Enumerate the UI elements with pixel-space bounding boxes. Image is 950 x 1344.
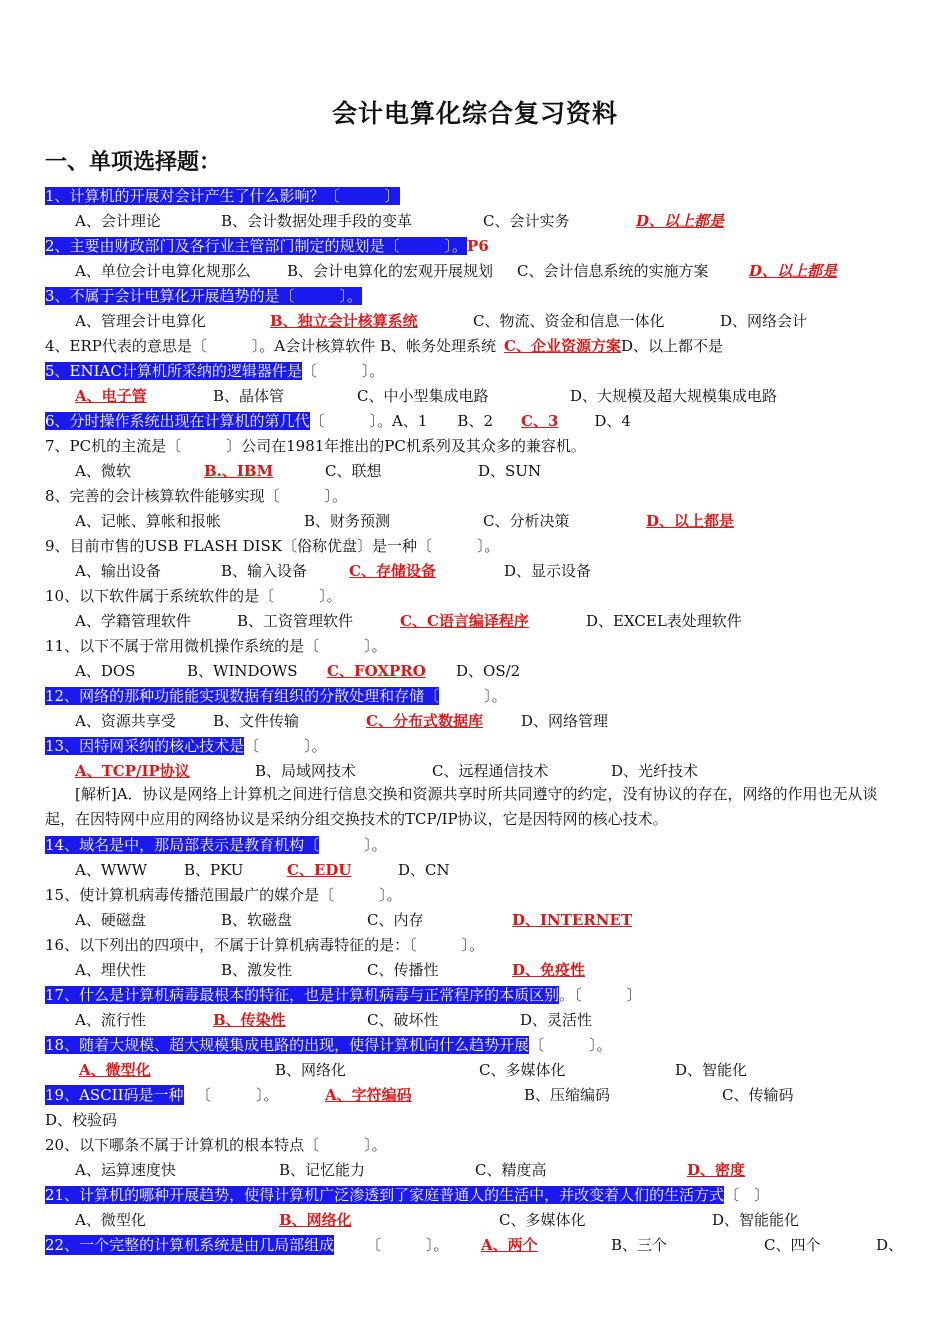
question-text: 14、域名是中，那局部表示是教育机构〔	[45, 836, 320, 854]
question-text: 19、ASCII码是一种	[45, 1086, 184, 1104]
question-text: 17、什么是计算机病毒最根本的特征，也是计算机病毒与正常程序的本质区别	[45, 986, 560, 1004]
question-text: 8、完善的会计核算软件能够实现〔 〕。	[45, 487, 348, 505]
option-c: C、联想	[325, 462, 382, 480]
option-c-answer: C、存储设备	[349, 562, 436, 580]
option-b: B、网络化	[275, 1061, 347, 1079]
option-d: D、SUN	[478, 462, 542, 480]
option-d: D、EXCEL表处理软件	[586, 612, 742, 630]
question-20	[45, 1135, 387, 1155]
analysis-paragraph: [解析]A．协议是网络上计算机之间进行信息交换和资源共享时所共同遵守的约定，没有协议的存在，网络的作用也无从谈起，在因特网中应用的网络协议是采纳分组交换技术的TCP/IP协议，它是因特网的核心技术。	[45, 785, 878, 828]
question-blank: 〔 〕。	[366, 1236, 449, 1254]
option-d-answer: D、以上都是	[749, 262, 838, 280]
option-c: C、传播性	[367, 961, 439, 979]
question-text: 11、以下不属于常用微机操作系统的是〔 〕。	[45, 637, 387, 655]
option-c-answer: C、FOXPRO	[327, 662, 426, 680]
question-text: 22、一个完整的计算机系统是由几局部组成	[45, 1236, 335, 1254]
question-text: 7、PC机的主流是〔 〕公司在1981年推出的PC机系列及其众多的兼容机。	[45, 437, 586, 455]
option-b-answer: B、独立会计核算系统	[270, 312, 418, 330]
question-text: 9、目前市售的USB FLASH DISK〔俗称优盘〕是一种〔 〕。	[45, 537, 500, 555]
question-11	[45, 636, 387, 656]
option-d-answer: D、密度	[687, 1161, 746, 1179]
option-b: B、软磁盘	[221, 911, 293, 929]
question-text: 2、主要由财政部门及各行业主管部门制定的规划是〔 〕。	[45, 237, 468, 255]
question-5	[45, 361, 384, 381]
page-note: P6	[467, 237, 489, 255]
question-text: 13、因特网采纳的核心技术是	[45, 737, 245, 755]
question-21	[45, 1185, 769, 1205]
question-text: 18、随着大规模、超大规模集成电路的出现，使得计算机向什么趋势开展	[45, 1036, 530, 1054]
question-blank: 〔 〕。	[529, 1036, 612, 1054]
option-b: B、会计数据处理手段的变革	[221, 212, 413, 230]
option-c: C、四个	[764, 1236, 821, 1254]
option-c-answer: C、C语言编译程序	[400, 612, 529, 630]
question-14	[45, 835, 387, 855]
page-title: 会计电算化综合复习资料	[331, 99, 618, 128]
option-a: A、埋伏性	[75, 961, 146, 979]
option-c: C、精度高	[475, 1161, 547, 1179]
question-text: 4、ERP代表的意思是〔 〕。A会计核算软件 B、帐务处理系统	[45, 337, 497, 355]
option-b: B、晶体管	[213, 387, 285, 405]
section-heading: 一、单项选择题：	[45, 150, 222, 175]
option-a-answer: A、电子管	[75, 387, 147, 405]
option-d: D、CN	[398, 861, 450, 879]
option-a-answer: A、字符编码	[325, 1086, 412, 1104]
question-text: 6、分时操作系统出现在计算机的第几代	[45, 412, 310, 430]
question-7	[45, 436, 586, 456]
option-d: D、光纤技术	[611, 762, 699, 780]
question-text: 3、不属于会计电算化开展趋势的是〔 〕。	[45, 287, 363, 305]
option-c: C、会计实务	[483, 212, 570, 230]
option-b: B、压缩编码	[524, 1086, 611, 1104]
option-a: A、微型化	[75, 1211, 146, 1229]
option-c: C、物流、资金和信息一体化	[473, 312, 665, 330]
question-text: 10、以下软件属于系统软件的是〔 〕。	[45, 587, 342, 605]
question-9	[45, 536, 500, 556]
question-text: 16、以下列出的四项中，不属于计算机病毒特征的是：〔 〕。	[45, 936, 485, 954]
question-17	[45, 985, 642, 1005]
question-3	[45, 286, 362, 306]
option-c-answer: C、EDU	[287, 861, 352, 879]
option-c: C、远程通信技术	[432, 762, 549, 780]
question-blank: 〔 〕	[724, 1186, 770, 1204]
option-b: B、三个	[611, 1236, 668, 1254]
option-c-answer: C、企业资源方案	[504, 337, 621, 355]
option-a-answer: A、微型化	[79, 1061, 151, 1079]
option-d: D、OS/2	[456, 662, 521, 680]
question-13	[45, 736, 327, 756]
option-a-answer: A、两个	[481, 1236, 538, 1254]
option-b: B、激发性	[221, 961, 293, 979]
option-d-answer: D、以上都是	[636, 212, 725, 230]
option-b: B、会计电算化的宏观开展规划	[287, 262, 494, 280]
question-text: 20、以下哪条不属于计算机的根本特点〔 〕。	[45, 1136, 387, 1154]
question-text: 21、计算机的哪种开展趋势，使得计算机广泛渗透到了家庭普通人的生活中，并改变着人们的生活方式	[45, 1186, 725, 1204]
option-a: A、硬磁盘	[75, 911, 146, 929]
option-c-answer: C、3	[521, 412, 559, 430]
option-a: A、管理会计电算化	[75, 312, 206, 330]
option-a: A、流行性	[75, 1011, 146, 1029]
option-d: D、以上都不是	[620, 337, 723, 355]
option-d: D、4	[594, 412, 631, 430]
option-a: A、运算速度快	[75, 1161, 176, 1179]
question-8	[45, 486, 347, 506]
question-12	[45, 686, 507, 706]
question-15	[45, 885, 402, 905]
question-blank: 〔 〕。	[196, 1086, 279, 1104]
option-a: A、输出设备	[75, 562, 161, 580]
option-a: A、资源共享受	[75, 712, 176, 730]
option-d: D、网络管理	[521, 712, 609, 730]
option-c: C、多媒体化	[499, 1211, 586, 1229]
option-c: C、内存	[367, 911, 424, 929]
option-d: D、显示设备	[504, 562, 592, 580]
option-d-answer: D、免疫性	[512, 961, 586, 979]
question-text: 5、ENIAC计算机所采纳的逻辑器件是	[45, 362, 302, 380]
option-c: C、分析决策	[483, 512, 570, 530]
question-blank: 〕。	[319, 836, 387, 854]
option-c: C、传输码	[722, 1086, 794, 1104]
option-b: B、WINDOWS	[187, 662, 298, 680]
option-d-answer: D、以上都是	[646, 512, 735, 530]
option-a: A、会计理论	[75, 212, 161, 230]
option-b-answer: B.、IBM	[204, 462, 274, 480]
option-b: B、工资管理软件	[237, 612, 354, 630]
question-text: 12、网络的那种功能能实现数据有组织的分散处理和存储〔	[45, 687, 440, 705]
option-a: A、记帐、算帐和报帐	[75, 512, 221, 530]
option-d: D、	[876, 1236, 904, 1254]
question-1	[45, 186, 400, 206]
question-4	[45, 336, 723, 356]
option-d: D、校验码	[45, 1111, 118, 1129]
option-d-answer: D、INTERNET	[512, 911, 633, 929]
option-d: D、大规模及超大规模集成电路	[570, 387, 778, 405]
option-b: B、局域网技术	[255, 762, 357, 780]
option-a: A、DOS	[75, 662, 136, 680]
option-b: B、PKU	[184, 861, 244, 879]
question-10	[45, 586, 342, 606]
option-c: C、破坏性	[367, 1011, 439, 1029]
option-a: A、微软	[75, 462, 131, 480]
option-a: A、WWW	[75, 861, 148, 879]
question-blank: 〔 〕。	[244, 737, 327, 755]
option-a: A、学籍管理软件	[75, 612, 191, 630]
question-blank: 〔 〕。	[301, 362, 385, 380]
option-d-line-19	[45, 1110, 117, 1130]
option-b-answer: B、网络化	[279, 1211, 352, 1229]
option-c: C、会计信息系统的实施方案	[517, 262, 709, 280]
option-d: D、灵活性	[520, 1011, 593, 1029]
question-blank: 〕。	[439, 687, 507, 705]
option-d: D、网络会计	[720, 312, 808, 330]
question-2	[45, 236, 489, 256]
question-text: 15、使计算机病毒传播范围最广的媒介是〔 〕。	[45, 886, 402, 904]
option-b: B、记忆能力	[279, 1161, 366, 1179]
option-a-answer: A、TCP/IP协议	[75, 762, 190, 780]
question-6	[45, 411, 631, 431]
question-18	[45, 1035, 612, 1055]
question-blank: 。〔 〕	[559, 986, 642, 1004]
option-b: B、文件传输	[213, 712, 300, 730]
question-blank: 〔 〕。A、1 B、2	[309, 412, 493, 430]
option-b: B、输入设备	[221, 562, 308, 580]
option-c: C、中小型集成电路	[357, 387, 489, 405]
option-b-answer: B、传染性	[213, 1011, 286, 1029]
option-a: A、单位会计电算化规那么	[75, 262, 251, 280]
question-16	[45, 935, 484, 955]
option-b: B、财务预测	[304, 512, 391, 530]
option-c: C、多媒体化	[479, 1061, 566, 1079]
question-text: 1、计算机的开展对会计产生了什么影响？〔 〕	[45, 187, 400, 205]
option-d: D、智能能化	[712, 1211, 800, 1229]
option-d: D、智能化	[675, 1061, 748, 1079]
option-c-answer: C、分布式数据库	[366, 712, 483, 730]
